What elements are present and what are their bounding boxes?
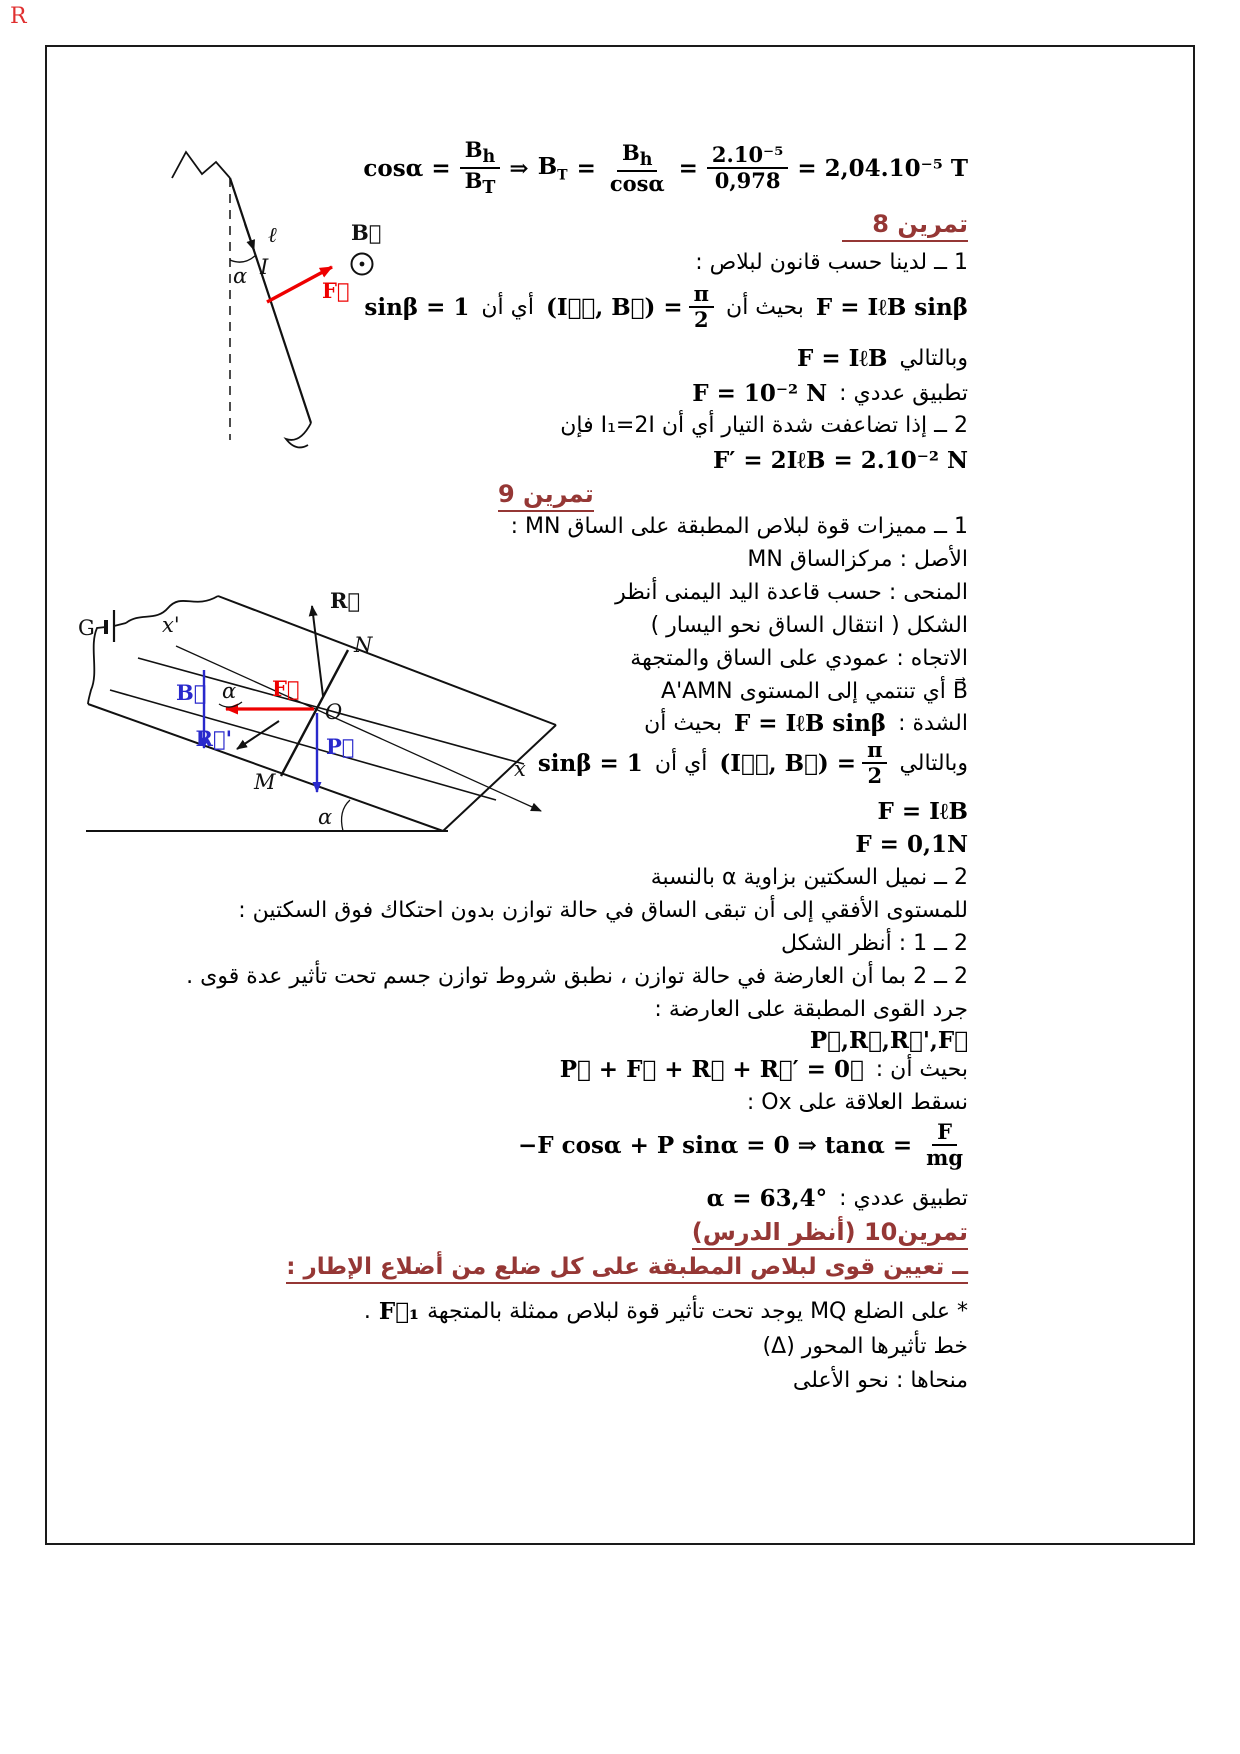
reaction2-label: R⃗' [195, 726, 232, 751]
fraction-bh-bt: $\frac{B_h}{B_T}$ [460, 138, 501, 199]
field-label: B⃗ [176, 680, 207, 705]
ex9-line6: B⃗ أي تنتمي إلى المستوى A'AMN [661, 679, 968, 704]
ex8-line2: 2 ــ إذا تضاعفت شدة التيار أي أن I₁=2I فإن [560, 413, 968, 438]
current-label: I [260, 255, 269, 279]
ex9-line1: 1 ــ مميزات قوة لبلاص المطبقة على الساق MN : [510, 514, 968, 539]
sin-equation: sinβ = 1 [364, 293, 470, 321]
p2-line4: 2 ــ 2 بما أن العارضة في حالة توازن ، نطبق شروط توازن جسم تحت تأثير عدة قوى . [186, 964, 968, 989]
ex8-law-line: F = IℓB sinβ بحيث أن (Iℓ⃗, B⃗) = $\frac{\pi}{2}$ أي أن sinβ = 1 [364, 281, 968, 333]
exercise10-title: تمرين10 (أنظر الدرس) [692, 1218, 968, 1250]
ex10-line1: * على الضلع MQ يوجد تحت تأثير قوة لبلاص ممثلة بالمتجهة F⃗₁ . [363, 1298, 968, 1325]
point-o-label: O [325, 700, 343, 724]
exercise10-subtitle: ــ تعيين قوى لبلاص المطبقة على كل ضلع من أضلاع الإطار : [286, 1254, 968, 1284]
bt-term: $B_T$ [537, 153, 568, 184]
x-prime-label: x' [162, 613, 180, 637]
corner-letter: R [10, 4, 27, 29]
force-label: F⃗ [322, 278, 350, 303]
point-m-label: M [254, 770, 276, 794]
battery-wire [114, 623, 126, 626]
p2-line1: 2 ــ نميل السكتين بزاوية α بالنسبة [650, 865, 968, 890]
alpha-arc [230, 255, 256, 262]
fraction-numeric: $\frac{\text{2.10⁻⁵}}{0,978}$ [707, 143, 788, 193]
projection-formula: −F cosα + P sinα = 0 ⇒ tanα = $\frac{F}{mg}$ [518, 1120, 968, 1170]
point-n-label: N [354, 633, 373, 657]
wire-end-squiggle [286, 423, 311, 447]
alpha-bottom-label: α [318, 805, 333, 829]
alpha-arc-bottom [342, 800, 350, 831]
angle-equation: (Iℓ⃗, B⃗) = $\frac{\pi}{2}$ [719, 738, 887, 788]
length-label: ℓ [268, 223, 277, 247]
p2-line6: نسقط العلاقة على Ox : [746, 1090, 968, 1115]
reaction2-arrow [237, 721, 279, 749]
ex9-line5: الاتجاه : عمودي على الساق والمتجهة [630, 646, 968, 671]
fraction-f-mg: $\frac{F}{mg}$ [926, 1119, 963, 1171]
frame-top-edge [218, 596, 556, 725]
result-value: = 2,04.10⁻⁵ T [797, 154, 968, 182]
frame-bottom-edge [88, 704, 443, 831]
sum-equation-line: بحيث أن : P⃗ + F⃗ + R⃗ + R⃗′ = 0⃗ [559, 1056, 968, 1083]
ex9-filb-line: F = IℓB [877, 798, 968, 825]
equals-sign: = [678, 154, 698, 182]
ex9-fvalue-line: F = 0,1N [855, 831, 968, 858]
fraction-bh-cos: $\frac{B_h}{\cos\alpha}$ [609, 139, 665, 196]
rail-2 [110, 690, 496, 800]
p2-line3: 2 ــ 1 : أنظر الشكل [781, 931, 968, 956]
field-dot-icon [360, 262, 365, 267]
cos-term: cosα = [363, 154, 451, 182]
angle-equation: (Iℓ⃗, B⃗) = $\frac{\pi}{2}$ [546, 282, 714, 332]
current-arrow [245, 224, 254, 250]
ex9-line4: الشكل ( انتقال الساق نحو اليسار ) [650, 613, 968, 638]
alpha-top-label: α [222, 679, 237, 703]
f1-vector: F⃗₁ [378, 1298, 420, 1325]
laplace-law: F = IℓB sinβ [815, 293, 968, 321]
ex9-angle-line: وبالتالي (Iℓ⃗, B⃗) = $\frac{\pi}{2}$ أي أن sinβ = 1 [537, 737, 968, 789]
formula-earth-field [363, 138, 968, 199]
alpha-label: α [233, 264, 248, 288]
equals-sign: = [576, 154, 596, 182]
x-label: x [514, 757, 526, 781]
exercise8-title: تمرين 8 [842, 210, 968, 242]
sin-equation: sinβ = 1 [537, 749, 643, 777]
generator-label: G [78, 616, 95, 640]
p2-numeric-line: تطبيق عددي : α = 63,4° [706, 1185, 968, 1212]
p2-line2: للمستوى الأفقي إلى أن تبقى الساق في حالة توازن بدون احتكاك فوق السكتين : [238, 898, 968, 923]
ex9-intensity-line: الشدة : F = IℓB sinβ بحيث أن [644, 710, 968, 737]
field-label: B⃗ [351, 220, 382, 245]
ex9-line2: الأصل : مركزالساق MN [747, 547, 968, 572]
ex8-thus-line: وبالتالي F = IℓB [797, 345, 968, 372]
ex8-line1: 1 ــ لدينا حسب قانون لبلاص : [695, 250, 968, 275]
implies-arrow: ⇒ [509, 154, 529, 182]
p2-line5: جرد القوى المطبقة على العارضة : [654, 997, 968, 1022]
ex8-numeric-line: تطبيق عددي : F = 10⁻² N [692, 380, 968, 407]
support-squiggle [172, 152, 230, 178]
ex8-fprime-line: F′ = 2IℓB = 2.10⁻² N [712, 447, 968, 474]
force-label: F⃗ [272, 676, 300, 701]
exercise9-title: تمرين 9 [498, 480, 594, 512]
forces-list: P⃗,R⃗,R⃗',F⃗ [809, 1027, 968, 1054]
weight-label: P⃗ [326, 734, 355, 759]
reaction-label: R⃗ [330, 588, 361, 613]
ex10-line3: منحاها : نحو الأعلى [792, 1368, 968, 1393]
ex9-line3: المنحى : حسب قاعدة اليد اليمنى أنظر [615, 580, 968, 605]
reaction-arrow [312, 606, 323, 696]
ex10-line2: خط تأثيرها المحور (Δ) [762, 1334, 968, 1359]
figure-exercise9 [76, 578, 581, 863]
